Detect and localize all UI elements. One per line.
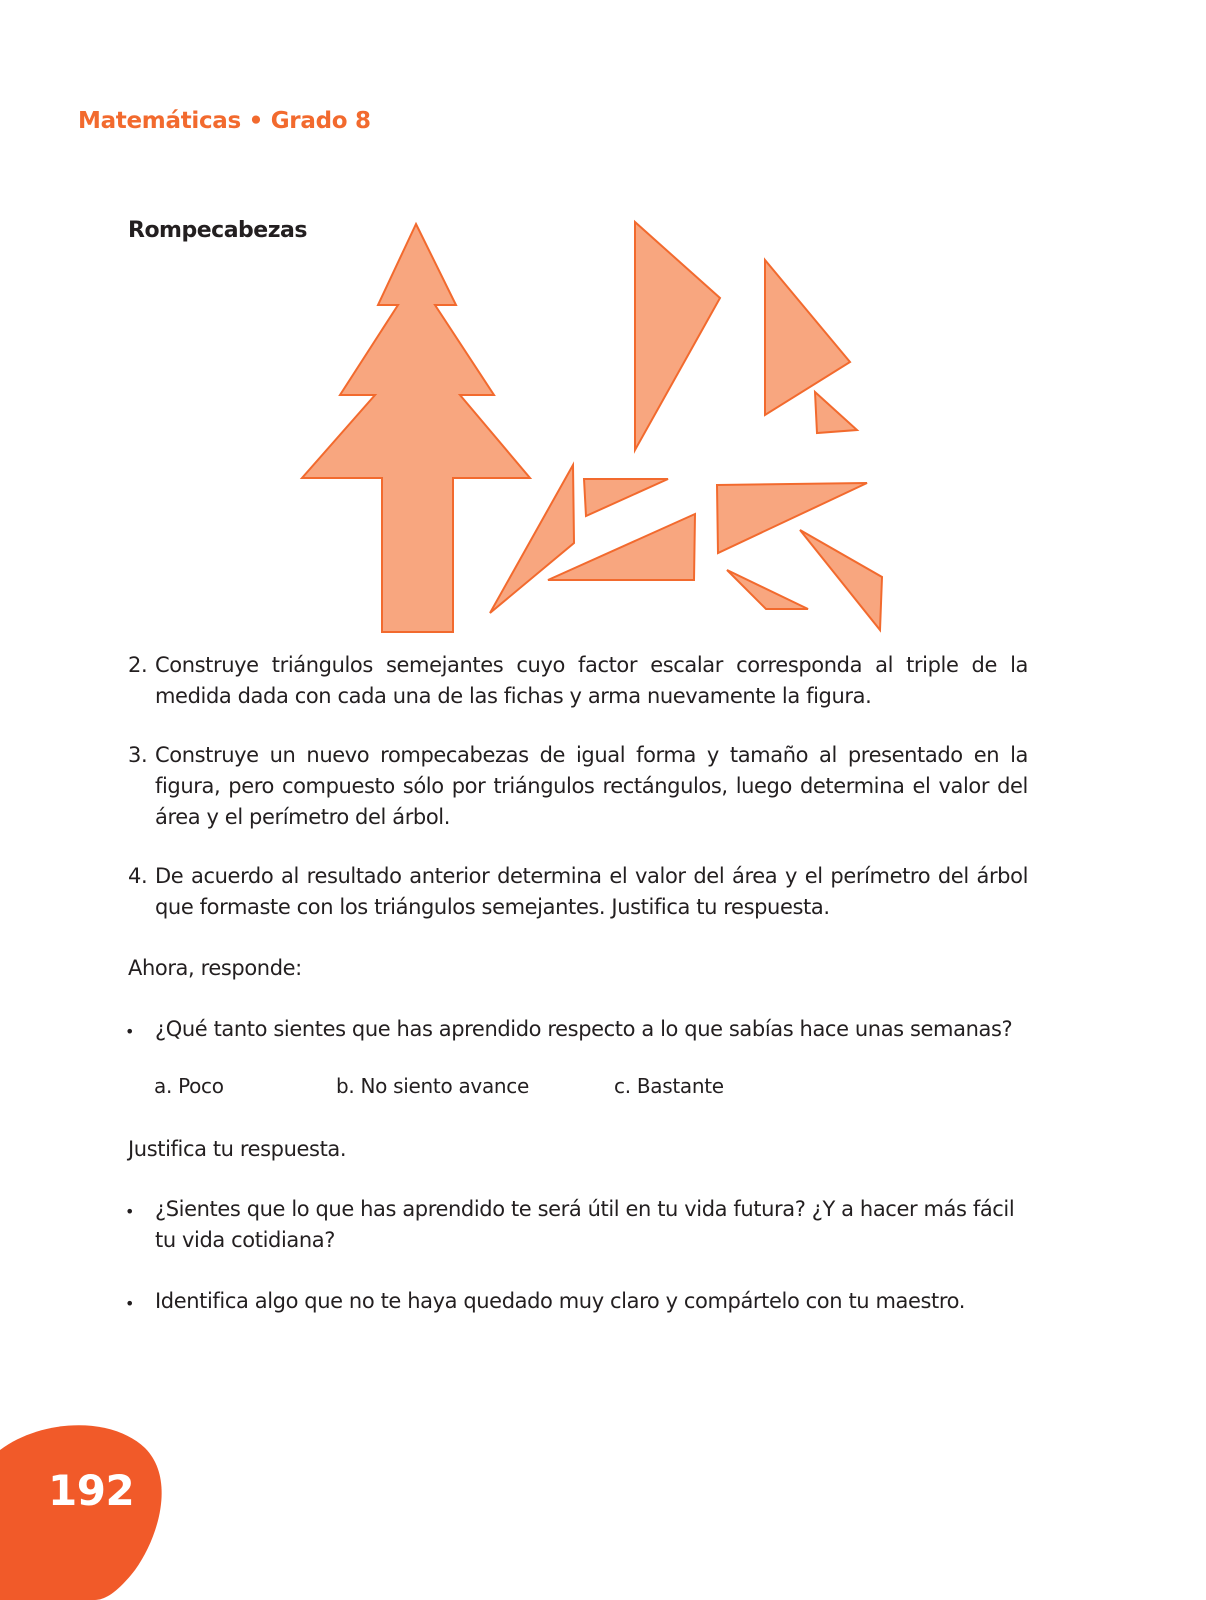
triangle-piece-2: [765, 260, 850, 415]
option-label: Bastante: [636, 1074, 724, 1098]
item-number: 3.: [128, 743, 148, 767]
bullet-icon: •: [125, 1022, 135, 1041]
question-item: [125, 1014, 1025, 1047]
section-title: Rompecabezas: [128, 218, 307, 243]
option-letter: b.: [336, 1074, 355, 1098]
answer-prompt: Ahora, responde:: [128, 956, 302, 980]
bullet-icon: •: [125, 1202, 135, 1221]
item-number: 2.: [128, 653, 148, 677]
item-number: 4.: [128, 864, 148, 888]
option-a: [154, 1074, 224, 1098]
item-text: Construye triángulos semejantes cuyo factor escalar corresponda al triple de la medida dada con cada una de las fichas y arma nuevamente la figura.: [155, 653, 1028, 708]
triangle-piece-4: [490, 465, 574, 613]
triangle-piece-8: [727, 570, 808, 609]
triangle-piece-3: [815, 392, 857, 433]
bullet-icon: •: [125, 1294, 135, 1313]
option-c: [614, 1074, 724, 1098]
justify-text: Justifica tu respuesta.: [128, 1137, 347, 1161]
option-letter: c.: [614, 1074, 631, 1098]
triangle-piece-9: [800, 530, 882, 630]
triangle-piece-7: [717, 483, 867, 553]
option-label: No siento avance: [360, 1074, 529, 1098]
exercise-item: [128, 740, 1028, 833]
book-header: Matemáticas • Grado 8: [78, 108, 371, 134]
page-number: 192: [48, 1466, 135, 1515]
question-text: ¿Qué tanto sientes que has aprendido respecto a lo que sabías hace unas semanas?: [155, 1017, 1013, 1041]
option-b: [336, 1074, 529, 1098]
question-item: [125, 1286, 1025, 1319]
question-item: [125, 1194, 1025, 1256]
puzzle-figure: [290, 212, 910, 652]
exercise-item: [128, 861, 1028, 923]
option-letter: a.: [154, 1074, 173, 1098]
item-text: Construye un nuevo rompecabezas de igual forma y tamaño al presentado en la figura, pero compuesto sólo por triángulos rectángulos, luego determina el valor del área y el perímetro del árbol.: [155, 743, 1028, 829]
question-text: Identifica algo que no te haya quedado muy claro y compártelo con tu maestro.: [155, 1289, 966, 1313]
tree-piece: [302, 224, 530, 632]
question-text: ¿Sientes que lo que has aprendido te será útil en tu vida futura? ¿Y a hacer más fácil tu vida cotidiana?: [155, 1197, 1015, 1252]
triangle-piece-1: [635, 222, 720, 450]
option-label: Poco: [178, 1074, 224, 1098]
exercise-item: [128, 650, 1028, 712]
triangle-piece-5: [584, 479, 668, 516]
item-text: De acuerdo al resultado anterior determina el valor del área y el perímetro del árbol que formaste con los triángulos semejantes. Justifica tu respuesta.: [155, 864, 1028, 919]
